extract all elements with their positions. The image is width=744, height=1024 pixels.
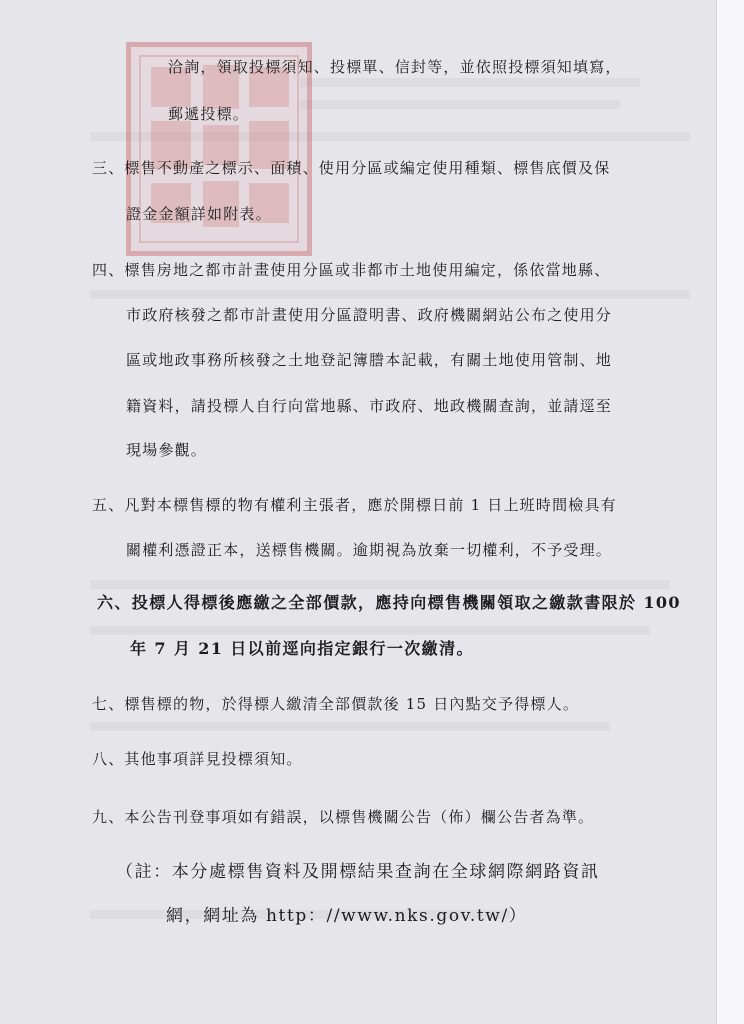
clause-6-line: 六、投標人得標後應繳之全部價款，應持向標售機關領取之繳款書限於 100 xyxy=(97,593,681,612)
bleed-through-mark xyxy=(300,78,640,87)
clause-4-line: 現場參觀。 xyxy=(126,441,208,459)
note-line: 網，網址為 http：//www.nks.gov.tw/） xyxy=(166,906,528,926)
clause-4-line: 市政府核發之都市計畫使用分區證明書、政府機關網站公布之使用分 xyxy=(126,306,613,324)
clause-3-line: 證金金額詳如附表。 xyxy=(126,205,272,223)
clause-8-line: 八、其他事項詳見投標須知。 xyxy=(92,750,303,768)
clause-4-line: 區或地政事務所核發之土地登記簿謄本記載，有關土地使用管制、地 xyxy=(126,351,613,369)
bleed-through-mark xyxy=(90,626,650,635)
clause-3-line: 三、標售不動產之標示、面積、使用分區或編定使用種類、標售底價及保 xyxy=(92,159,611,177)
note-line: （註：本分處標售資料及開標結果查詢在全球網際網路資訊 xyxy=(116,862,600,882)
text-line: 郵遞投標。 xyxy=(168,105,250,123)
clause-7-line: 七、標售標的物，於得標人繳清全部價款後 15 日內點交予得標人。 xyxy=(92,695,580,713)
bleed-through-mark xyxy=(300,100,620,109)
clause-4-line: 籍資料，請投標人自行向當地縣、市政府、地政機關查詢，並請逕至 xyxy=(126,397,613,415)
bleed-through-mark xyxy=(90,722,610,731)
text-line: 洽詢，領取投標須知、投標單、信封等，並依照投標須知填寫， xyxy=(168,58,622,76)
page-edge xyxy=(716,0,744,1024)
clause-4-line: 四、標售房地之都市計畫使用分區或非都市土地使用編定，係依當地縣、 xyxy=(92,261,611,279)
clause-5-line: 五、凡對本標售標的物有權利主張者，應於開標日前 1 日上班時間檢具有 xyxy=(92,496,617,514)
clause-5-line: 關權利憑證正本，送標售機關。逾期視為放棄一切權利，不予受理。 xyxy=(126,541,613,559)
bleed-through-mark xyxy=(90,580,670,589)
clause-6-line: 年 7 月 21 日以前逕向指定銀行一次繳清。 xyxy=(130,639,474,658)
clause-9-line: 九、本公告刊登事項如有錯誤，以標售機關公告（佈）欄公告者為準。 xyxy=(92,808,595,826)
bleed-through-mark xyxy=(90,290,690,299)
